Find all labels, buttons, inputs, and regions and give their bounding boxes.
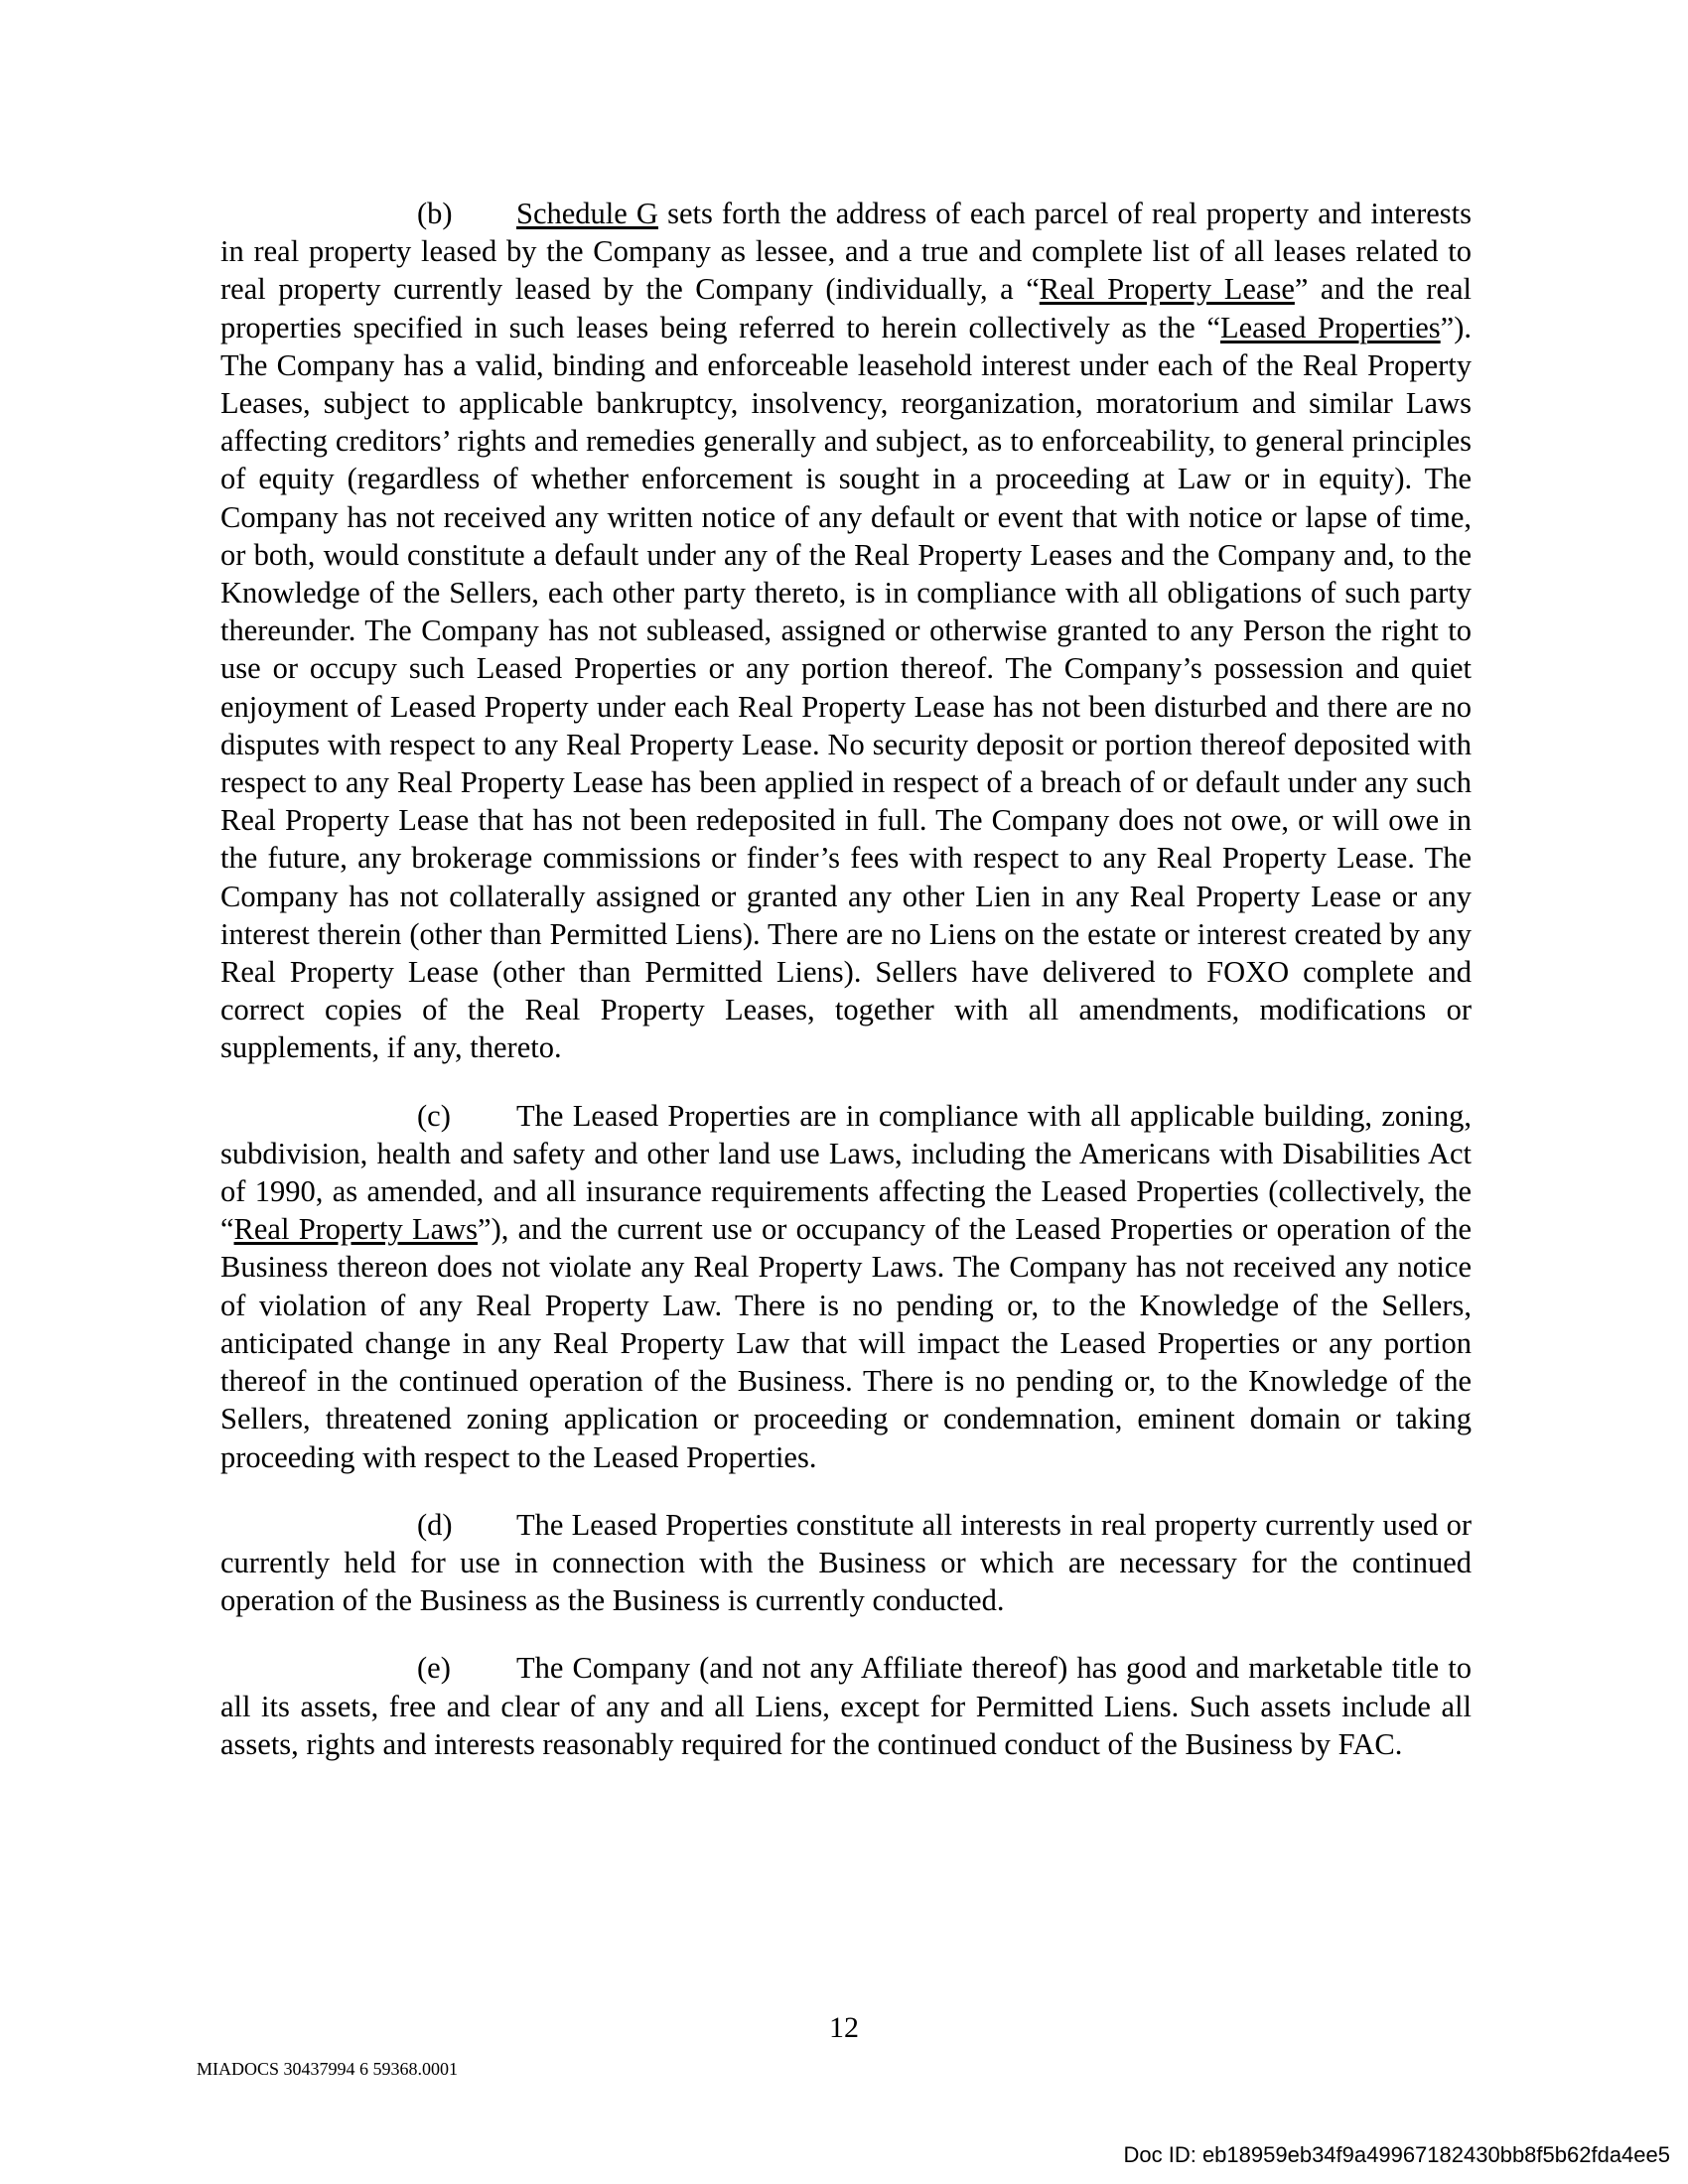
defined-term-real-property-laws: Real Property Laws	[233, 1212, 479, 1247]
paragraph-e	[220, 1649, 1472, 1763]
paragraph-c	[220, 1097, 1472, 1476]
paragraph-b	[220, 195, 1472, 1067]
paragraph-label: (d)	[417, 1507, 453, 1542]
paragraph-text: ”). The Company has a valid, binding and enforceable leasehold interest under each of the Real Property Leases, subject to applicable bankruptcy, insolvency, reorganization, moratorium and similar Laws affecting creditors’ rights and remedies generally and subject, as to enforceability, to general principles of equity (regardless of whether enforcement is sought in a proceeding at Law or in equity). The Company has not received any written notice of any default or event that with notice or lapse of time, or both, would constitute a default under any of the Real Property Leases and the Company and, to the Knowledge of the Sellers, each other party thereto, is in compliance with all obligations of such party thereunder. The Company has not subleased, assigned or otherwise granted to any Person the right to use or occupy such Leased Properties or any portion thereof. The Company’s possession and quiet enjoyment of Leased Property under each Real Property Lease has not been disturbed and there are no disputes with respect to any Real Property Lease. No security deposit or portion thereof deposited with respect to any Real Property Lease has been applied in respect of a breach of or default under any such Real Property Lease that has not been redeposited in full. The Company does not owe, or will owe in the future, any brokerage commissions or finder’s fees with respect to any Real Property Lease. The Company has not collaterally assigned or granted any other Lien in any Real Property Lease or any interest therein (other than Permitted Liens). There are no Liens on the estate or interest created by any Real Property Lease (other than Permitted Liens). Sellers have delivered to FOXO complete and correct copies of the Real Property Leases, together with all amendments, modifications or supplements, if any, thereto.	[220, 310, 1472, 1065]
paragraph-label: (b)	[417, 197, 453, 230]
paragraph-label: (e)	[417, 1651, 451, 1686]
paragraph-d	[220, 1506, 1472, 1620]
paragraph-text: sets forth the address of each parcel of real property and interests in real property leased by the Company as lessee, and a true and complete list of all leases related to real property currently leased by the Company (individually, a “	[220, 197, 1472, 307]
paragraph-label: (c)	[417, 1098, 451, 1133]
body-text	[220, 195, 1472, 1793]
defined-term-real-property-lease: Real Property Lease	[1039, 272, 1295, 307]
page-number: 12	[829, 2011, 859, 2044]
paragraph-text: The Leased Properties are in compliance with all applicable building, zoning, subdivision, health and safety and other land use Laws, including the Americans with Disabilities Act of 1990, as amended, and all insurance requirements affecting the Leased Properties (collectively, the “	[220, 1098, 1472, 1247]
paragraph-text: The Leased Properties constitute all interests in real property currently used or currently held for use in connection with the Business or which are necessary for the continued operation of the Business as the Business is currently conducted.	[220, 1507, 1472, 1618]
schedule-g-ref: Schedule G	[516, 197, 658, 230]
doc-id: Doc ID: eb18959eb34f9a49967182430bb8f5b62fda4ee5	[1123, 2142, 1670, 2167]
paragraph-text: ”), and the current use or occupancy of the Leased Properties or operation of the Business thereon does not violate any Real Property Laws. The Company has not received any notice of violation of any Real Property Law. There is no pending or, to the Knowledge of the Sellers, anticipated change in any Real Property Law that will impact the Leased Properties or any portion thereof in the continued operation of the Business. There is no pending or, to the Knowledge of the Sellers, threatened zoning application or proceeding or condemnation, eminent domain or taking proceeding with respect to the Leased Properties.	[220, 1212, 1472, 1474]
defined-term-leased-properties: Leased Properties	[1219, 310, 1441, 344]
paragraph-text: ” and the real properties specified in such leases being referred to herein collectively as the “	[220, 272, 1472, 344]
document-reference: MIADOCS 30437994 6 59368.0001	[197, 2059, 459, 2079]
paragraph-text: The Company (and not any Affiliate thereof) has good and marketable title to all its assets, free and clear of any and all Liens, except for Permitted Liens. Such assets include all assets, rights and interests reasonably required for the continued conduct of the Business by FAC.	[220, 1651, 1472, 1761]
